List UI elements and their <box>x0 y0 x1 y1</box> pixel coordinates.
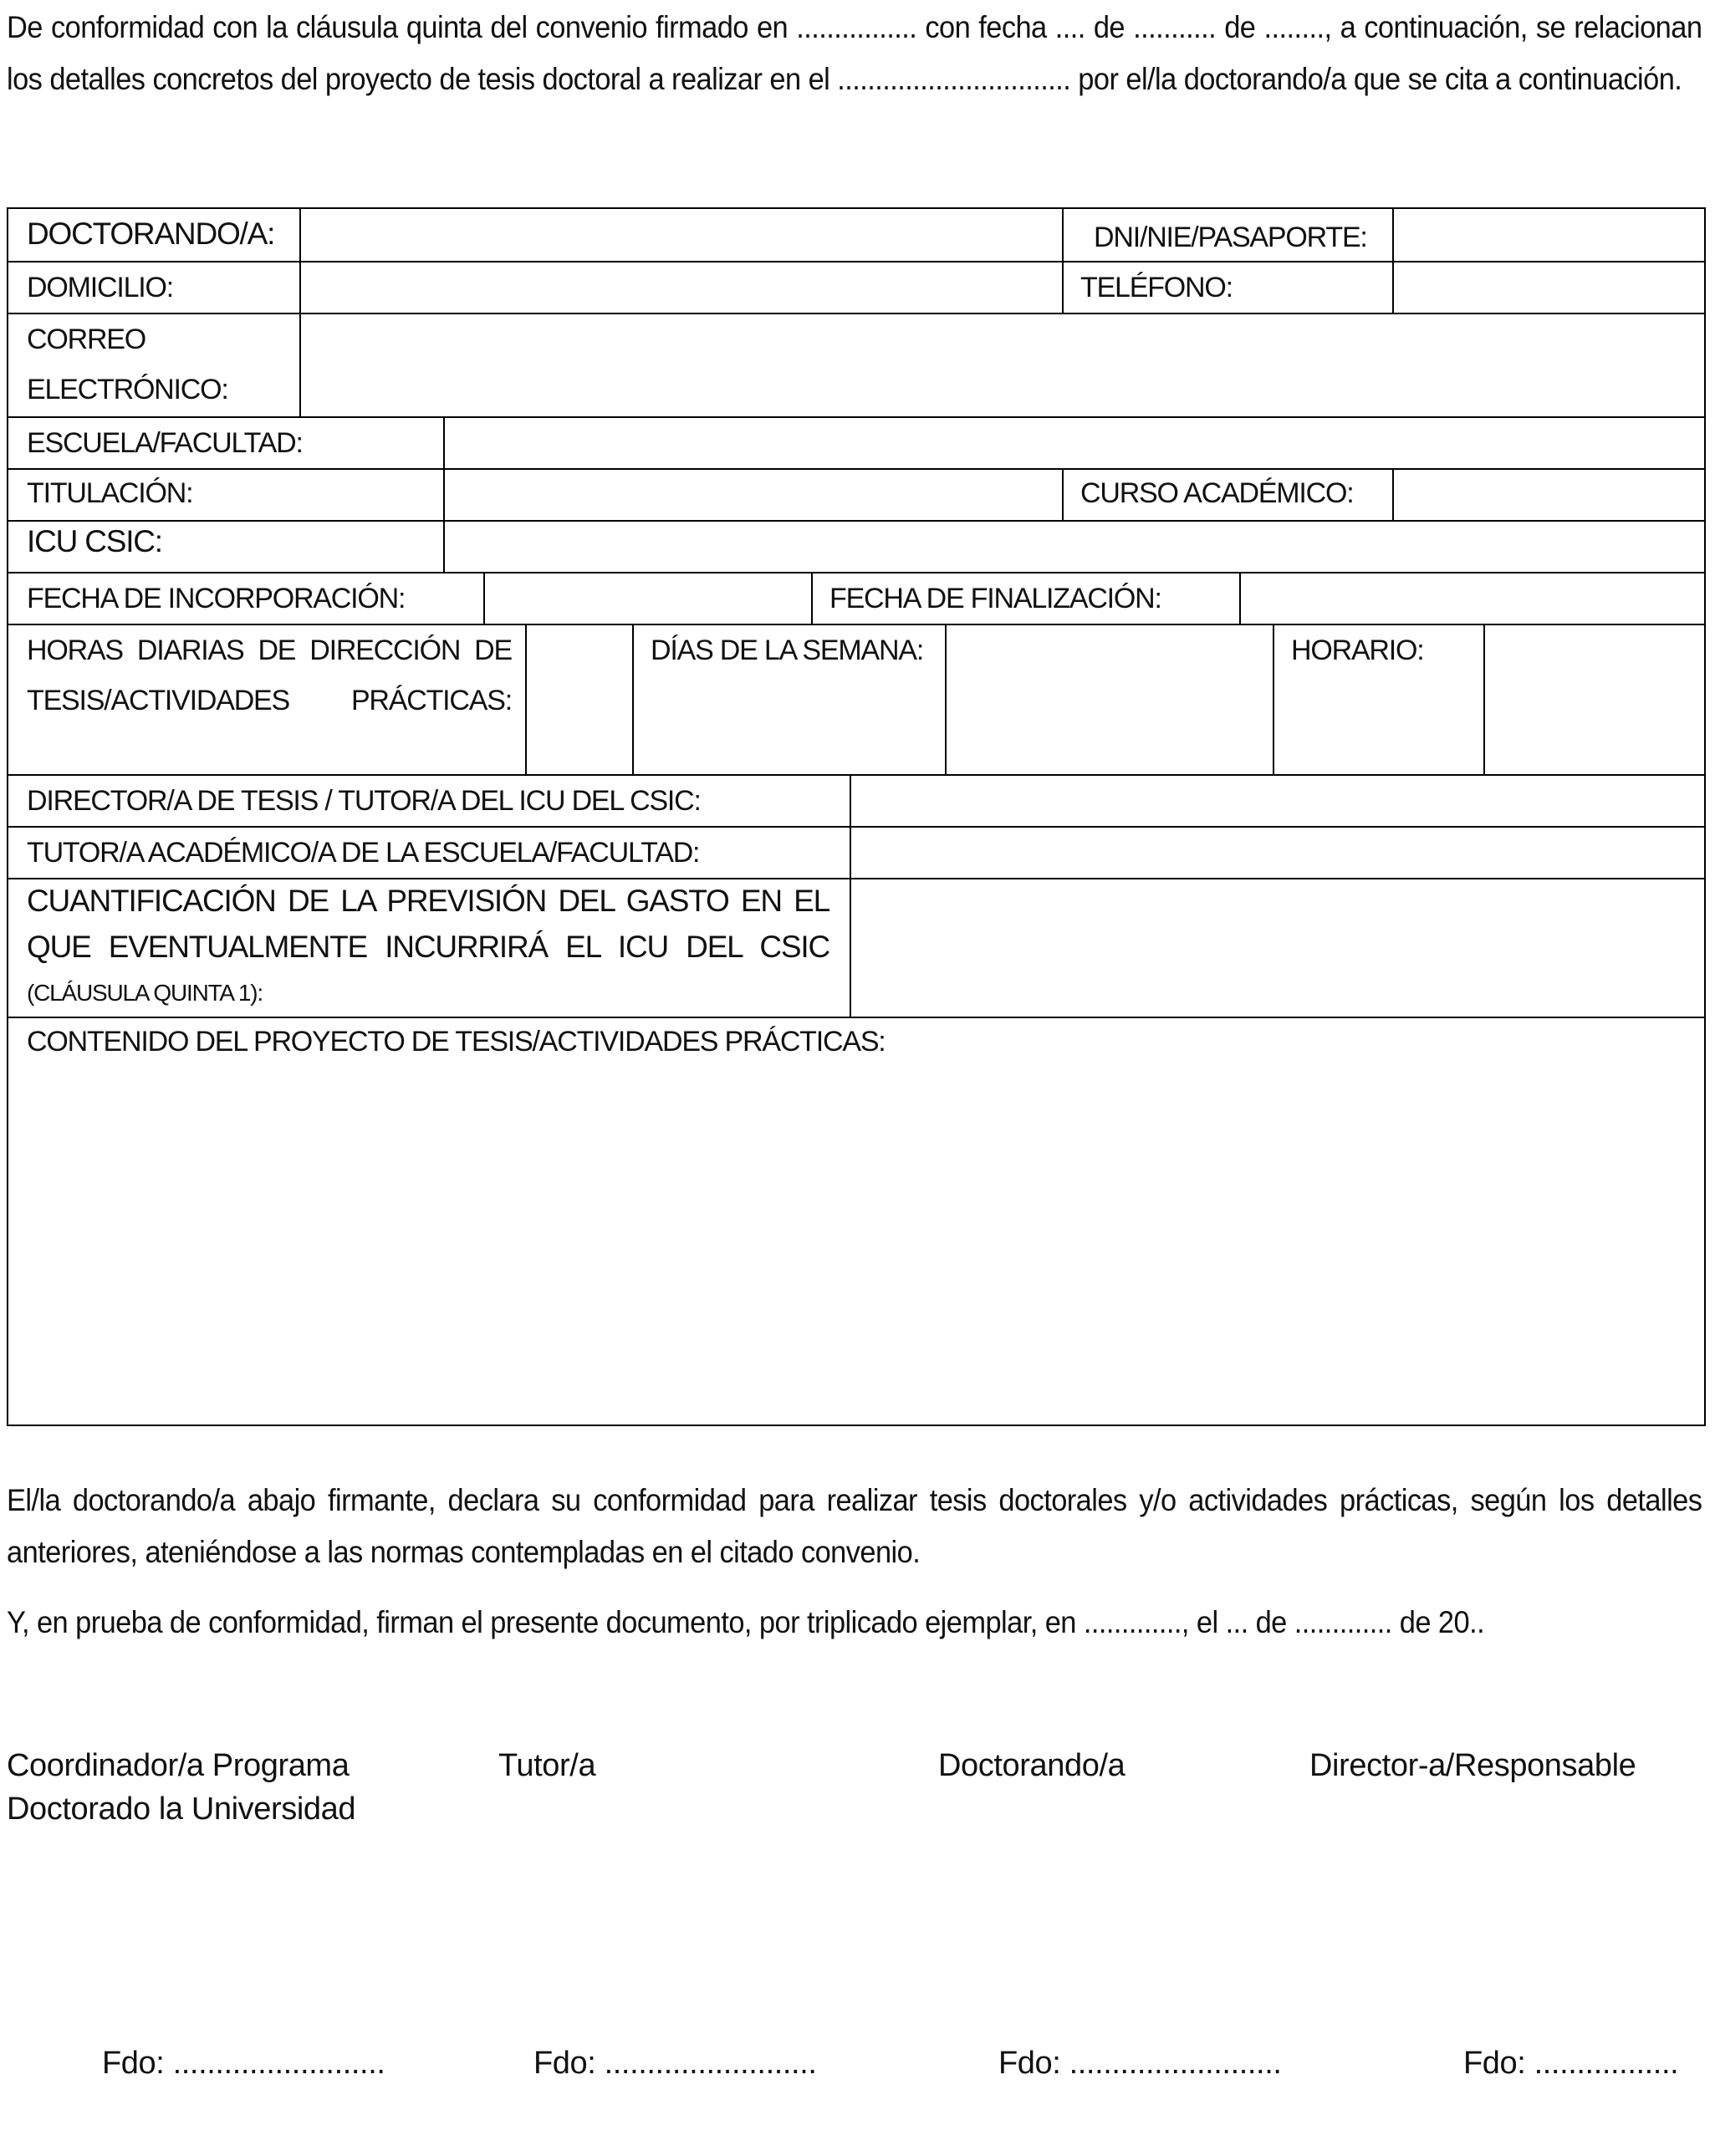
domicilio-field[interactable] <box>299 261 1062 313</box>
signatory-tutor: Tutor/a <box>498 1748 596 1783</box>
project-form-table <box>7 207 1706 1426</box>
titulacion-label: TITULACIÓN: <box>27 477 193 509</box>
doctorando-field[interactable] <box>299 209 1062 261</box>
fecha-finalizacion-label: FECHA DE FINALIZACIÓN: <box>829 583 1161 614</box>
dias-label: DÍAS DE LA SEMANA: <box>651 635 924 666</box>
horas-label: HORAS DIARIAS DE DIRECCIÓN DE TESIS/ACTIVIDADES PRÁCTICAS: <box>27 635 512 716</box>
telefono-label: TELÉFONO: <box>1080 272 1233 303</box>
correo-label-line1: CORREO <box>27 324 146 355</box>
dni-label: DNI/NIE/PASAPORTE: <box>1094 222 1367 253</box>
row-domicilio <box>8 261 1704 314</box>
icu-field[interactable] <box>443 520 1704 572</box>
signatory-coordinador-line1: Coordinador/a Programa <box>7 1748 350 1783</box>
fecha-finalizacion-field[interactable] <box>1239 572 1704 624</box>
row-contenido <box>8 1017 1704 1425</box>
curso-label-cell <box>1062 468 1392 520</box>
row-tutor-academico <box>8 826 1704 879</box>
fecha-finalizacion-label-cell <box>811 572 1239 624</box>
cuantificacion-label: CUANTIFICACIÓN DE LA PREVISIÓN DEL GASTO EN EL QUE EVENTUALMENTE INCURRIRÁ EL ICU DEL CSIC <box>27 884 829 964</box>
row-doctorando <box>8 209 1704 262</box>
horario-label: HORARIO: <box>1291 635 1424 666</box>
telefono-label-cell <box>1062 261 1392 313</box>
row-titulacion <box>8 468 1704 522</box>
intro-paragraph: De conformidad con la cláusula quinta del convenio firmado en ................ con fecha .... de ........... de ........, a continuación, se relacionan los detalles concretos del proyecto de tesis doctoral a realizar en el ............................... por el/la doctorando/a que se cita a continuación. <box>7 10 1702 96</box>
row-correo <box>8 313 1704 418</box>
cuantificacion-field[interactable] <box>850 878 1704 1017</box>
telefono-field[interactable] <box>1392 261 1704 313</box>
domicilio-label: DOMICILIO: <box>27 272 174 303</box>
fdo-tutor: Fdo: ......................... <box>533 2046 817 2081</box>
row-director <box>8 774 1704 828</box>
row-escuela <box>8 416 1704 470</box>
contenido-label: CONTENIDO DEL PROYECTO DE TESIS/ACTIVIDADES PRÁCTICAS: <box>27 1026 886 1058</box>
signatory-coordinador-line2: Doctorado la Universidad <box>7 1792 356 1827</box>
curso-label: CURSO ACADÉMICO: <box>1080 477 1354 509</box>
row-icu <box>8 520 1704 573</box>
signatory-director: Director-a/Responsable <box>1309 1748 1636 1783</box>
dias-label-cell <box>632 624 945 774</box>
fecha-incorporacion-field[interactable] <box>483 572 811 624</box>
contenido-field[interactable] <box>8 1070 1704 1425</box>
fdo-doctorando: Fdo: ......................... <box>998 2046 1282 2081</box>
director-field[interactable] <box>850 774 1704 826</box>
titulacion-field[interactable] <box>443 468 1062 520</box>
row-cuantificacion <box>8 878 1704 1018</box>
horario-label-cell <box>1273 624 1483 774</box>
horas-field[interactable] <box>525 624 632 774</box>
doctorando-label: DOCTORANDO/A: <box>27 217 275 251</box>
escuela-label: ESCUELA/FACULTAD: <box>27 427 303 459</box>
row-fechas <box>8 572 1704 625</box>
fdo-director: Fdo: ................. <box>1463 2046 1679 2081</box>
row-horas <box>8 624 1704 776</box>
tutor-academico-label: TUTOR/A ACADÉMICO/A DE LA ESCUELA/FACULTAD: <box>27 837 700 869</box>
escuela-field[interactable] <box>443 416 1704 468</box>
curso-field[interactable] <box>1392 468 1704 520</box>
declaration-paragraph: El/la doctorando/a abajo firmante, declara su conformidad para realizar tesis doctorales y/o actividades prácticas, según los detalles anteriores, ateniéndose a las normas contempladas en el citado convenio. <box>7 1483 1702 1569</box>
dias-field[interactable] <box>945 624 1273 774</box>
icu-label: ICU CSIC: <box>27 524 162 558</box>
fdo-coordinador: Fdo: ......................... <box>102 2046 385 2081</box>
tutor-academico-field[interactable] <box>850 826 1704 878</box>
correo-label-line2: ELECTRÓNICO: <box>27 374 228 405</box>
dni-field[interactable] <box>1392 209 1704 261</box>
fecha-incorporacion-label: FECHA DE INCORPORACIÓN: <box>27 583 406 614</box>
signatory-doctorando: Doctorando/a <box>938 1748 1125 1783</box>
horario-field[interactable] <box>1483 624 1704 774</box>
signature-paragraph: Y, en prueba de conformidad, firman el presente documento, por triplicado ejemplar, en ............., el ... de ............. de 20.. <box>7 1605 1485 1639</box>
dni-label-cell <box>1062 209 1392 261</box>
director-label: DIRECTOR/A DE TESIS / TUTOR/A DEL ICU DEL CSIC: <box>27 785 701 817</box>
cuantificacion-note: (CLÁUSULA QUINTA 1): <box>27 980 263 1006</box>
correo-field[interactable] <box>299 313 1704 416</box>
